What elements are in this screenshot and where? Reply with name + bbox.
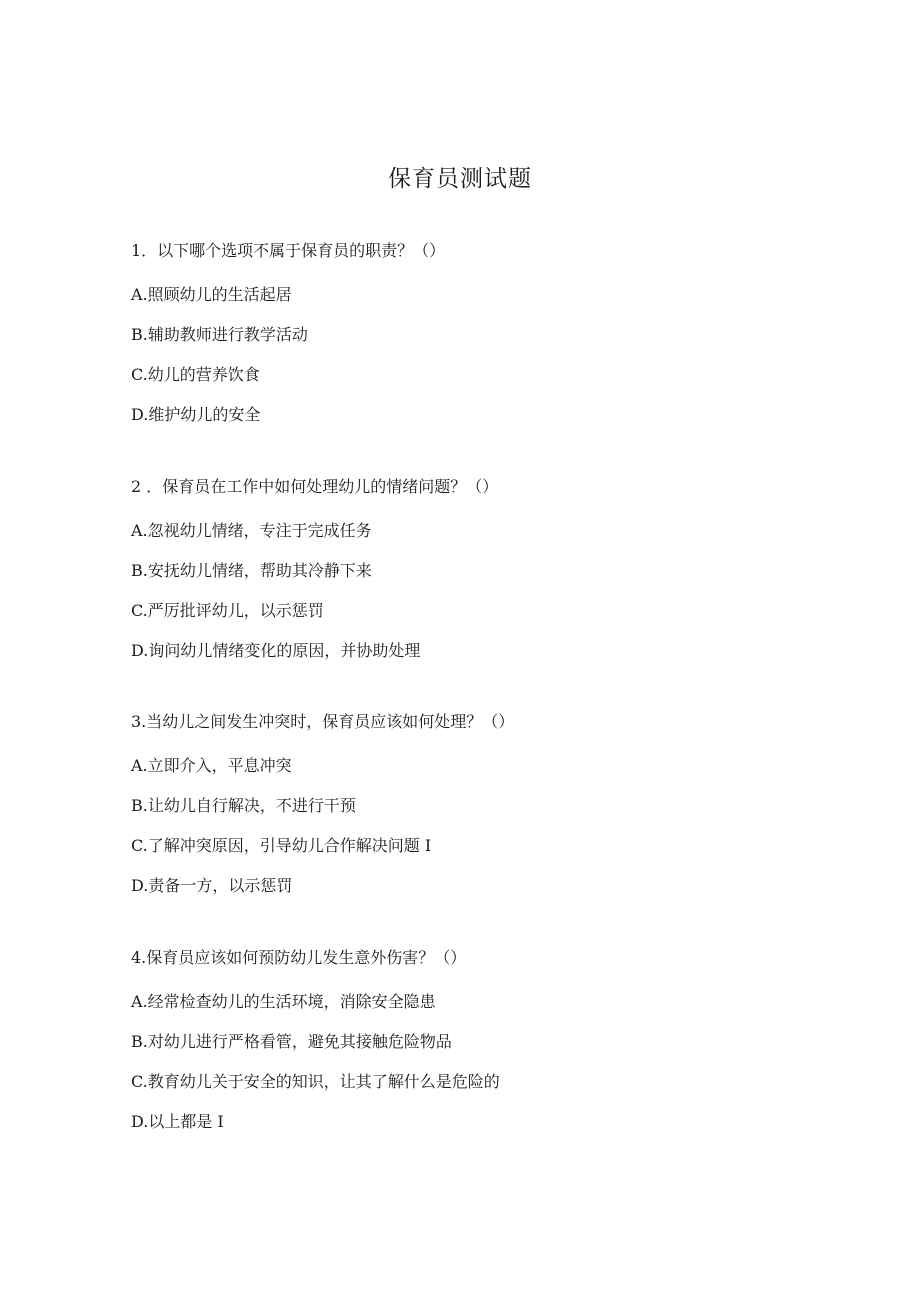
option-a: A.照顾幼儿的生活起居 [131,285,292,304]
option-a: A.经常检查幼儿的生活环境，消除安全隐患 [131,992,436,1011]
option-b: B.安抚幼儿情绪，帮助其冷静下来 [131,561,372,580]
question-text: 2 ．保育员在工作中如何处理幼儿的情绪问题？（） [131,477,499,496]
page-title: 保育员测试题 [388,166,532,192]
option-b: B.对幼儿进行严格看管，避免其接触危险物品 [131,1032,452,1051]
option-c: C.严厉批评幼儿，以示惩罚 [131,601,324,620]
option-c: C.幼儿的营养饮食 [131,365,260,384]
question-3 [131,710,831,898]
question-1 [131,239,831,427]
option-a: A.忽视幼儿情绪，专注于完成任务 [131,521,372,540]
option-a: A.立即介入，平息冲突 [131,756,292,775]
question-2 [131,475,831,663]
option-d: D.维护幼儿的安全 [131,405,261,424]
option-b: B.辅助教师进行教学活动 [131,325,308,344]
option-b: B.让幼儿自行解决，不进行干预 [131,796,356,815]
question-text: 4.保育员应该如何预防幼儿发生意外伤害？（） [131,948,467,967]
option-d: D.以上都是 I [131,1112,224,1131]
option-c: C.了解冲突原因，引导幼儿合作解决问题 I [131,836,432,855]
option-d: D.责备一方，以示惩罚 [131,876,293,895]
option-c: C.教育幼儿关于安全的知识，让其了解什么是危险的 [131,1072,500,1091]
question-4 [131,946,831,1134]
question-text: 3.当幼儿之间发生冲突时，保育员应该如何处理？（） [131,712,515,731]
question-text: 1．以下哪个选项不属于保育员的职责？（） [131,241,446,260]
option-d: D.询问幼儿情绪变化的原因，并协助处理 [131,641,421,660]
